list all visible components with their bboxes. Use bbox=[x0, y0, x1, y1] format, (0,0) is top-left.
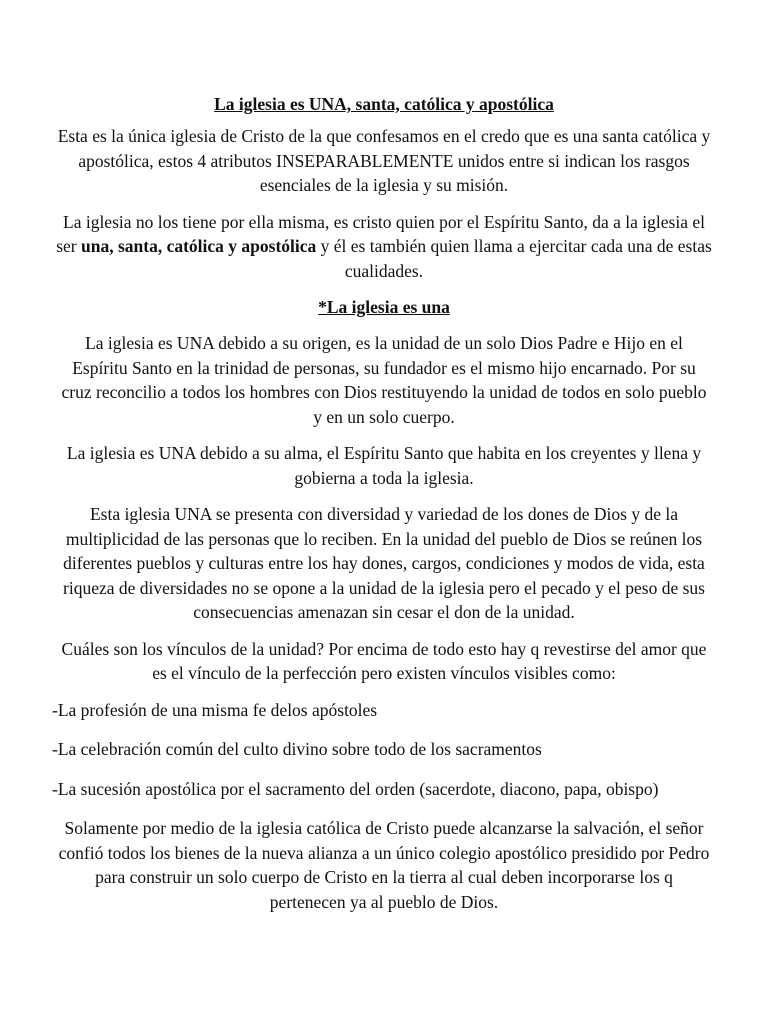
section-heading: *La iglesia es una bbox=[318, 297, 450, 317]
soul-paragraph: La iglesia es UNA debido a su alma, el Espíritu Santo que habita en los creyentes y llena y gobierna a toda la iglesia. bbox=[66, 443, 702, 488]
bonds-paragraph: Cuáles son los vínculos de la unidad? Por encima de todo esto hay q revestirse del amor que es el vínculo de la perfección pero existen vínculos visibles como: bbox=[61, 638, 707, 683]
origin-paragraph: La iglesia es UNA debido a su origen, es la unidad de un solo Dios Padre e Hijo en el Espíritu Santo en la trinidad de personas, su fundador es el mismo hijo encarnado. Por su cruz reconcilio a todos los hombres con Dios restituyendo la unidad de todos en solo pueblo y en un solo cuerpo. bbox=[61, 333, 707, 427]
list-item: -La celebración común del culto divino sobre todo de los sacramentos bbox=[52, 739, 542, 759]
diversity-paragraph: Esta iglesia UNA se presenta con diversidad y variedad de los dones de Dios y de la multiplicidad de las personas que lo reciben. En la unidad del pueblo de Dios se reúnen los diferentes pueblos y culturas entre los hay dones, cargos, condiciones y modos de vida, esta riqueza de diversidades no se opone a la unidad de la iglesia pero el pecado y el peso de sus consecuencias amenazan sin cesar el don de la unidad. bbox=[63, 504, 705, 622]
attributes-bold-text: una, santa, católica y apostólica bbox=[80, 236, 317, 256]
list-item: -La sucesión apostólica por el sacramento del orden (sacerdote, diacono, papa, obispo) bbox=[52, 778, 659, 799]
intro-paragraph: Esta es la única iglesia de Cristo de la que confesamos en el credo que es una santa católica y apostólica, estos 4 atributos INSEPARABLEMENTE unidos entre si indican los rasgos esenciales de la iglesia y su misión. bbox=[57, 126, 711, 195]
attributes-text-start: La iglesia no los tiene por ella misma, es cristo quien por el Espíritu Santo, da a la iglesia el ser bbox=[56, 211, 705, 256]
attributes-text-end: y él es también quien llama a ejercitar cada una de estas cualidades. bbox=[316, 236, 712, 281]
attributes-paragraph bbox=[56, 210, 712, 284]
list-item: -La profesión de una misma fe delos apóstoles bbox=[52, 699, 378, 720]
salvation-paragraph: Solamente por medio de la iglesia católica de Cristo puede alcanzarse la salvación, el señor confió todos los bienes de la nueva alianza a un único colegio apostólico presidido por Pedro para construir un solo cuerpo de Cristo en la tierra al cual deben incorporarse los q pertenecen ya al pueblo de Dios. bbox=[58, 818, 710, 912]
document-title: La iglesia es UNA, santa, católica y apostólica bbox=[214, 94, 554, 114]
